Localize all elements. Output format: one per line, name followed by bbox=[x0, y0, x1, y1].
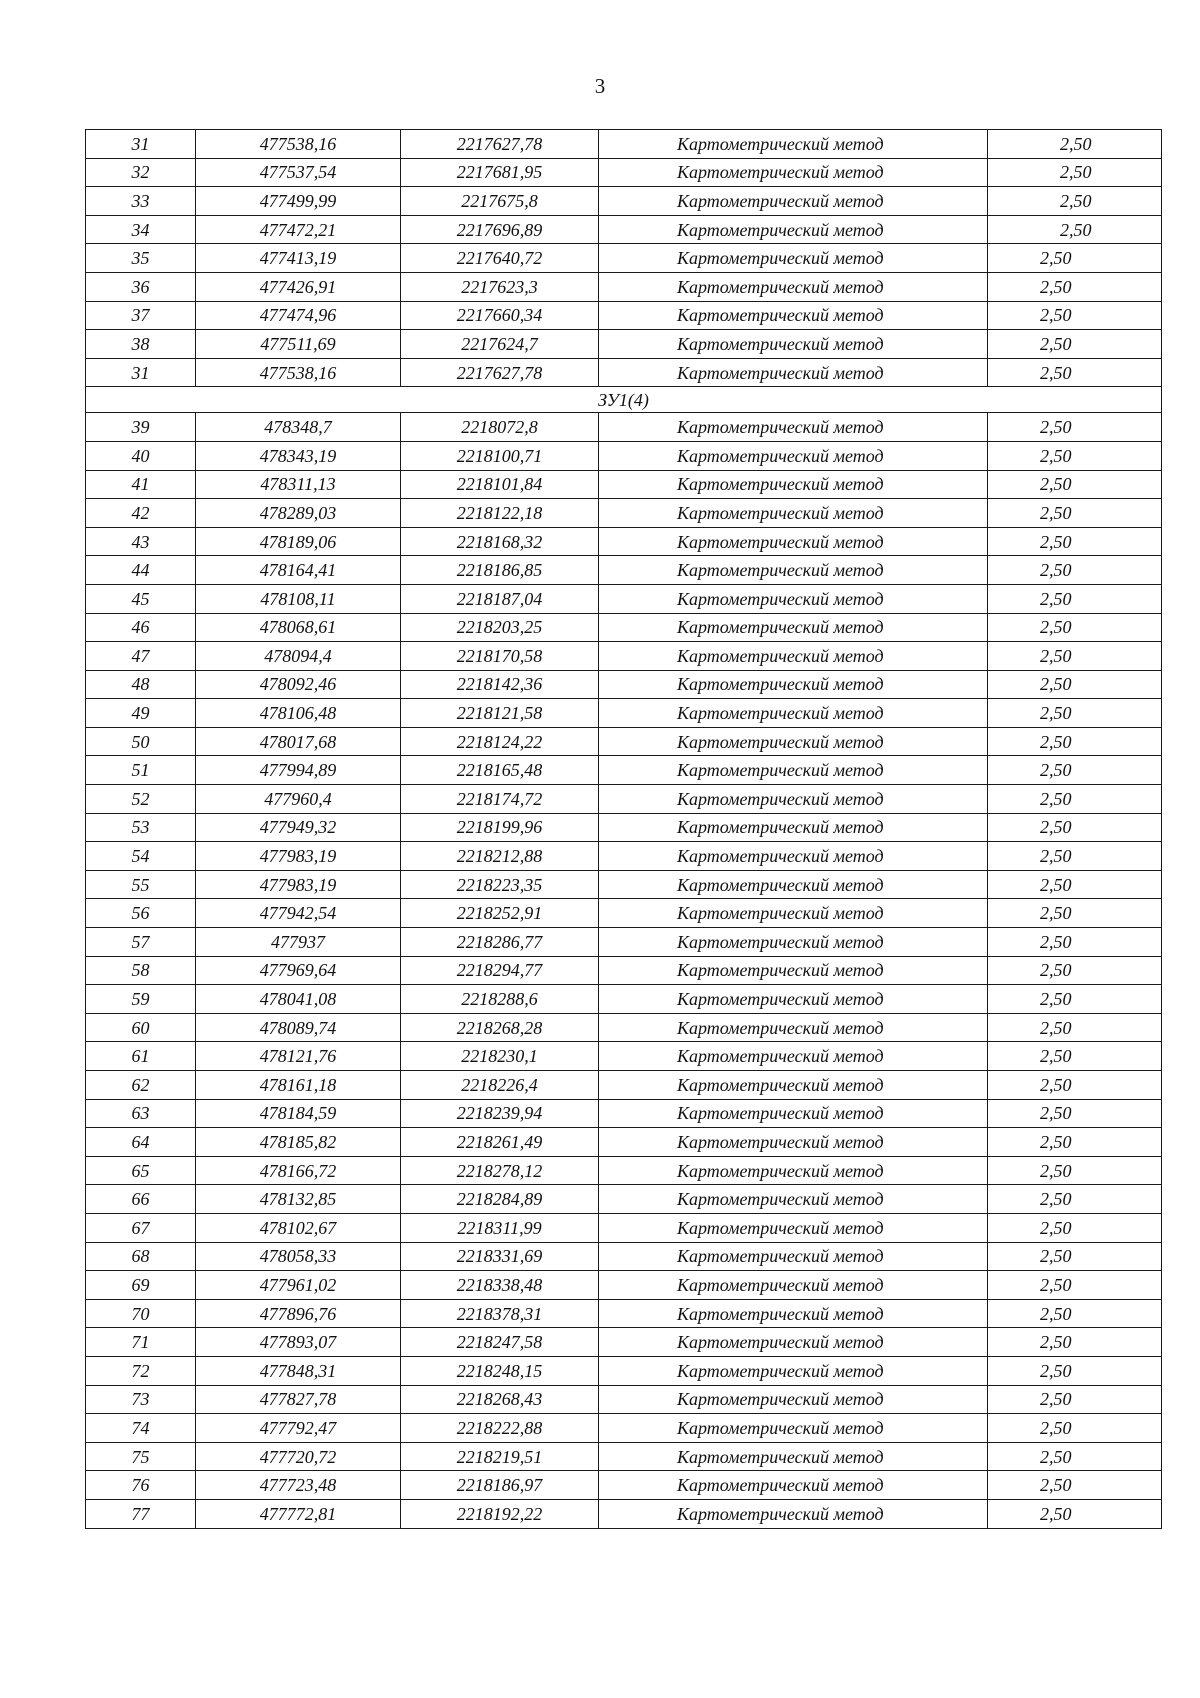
method-cell: Картометрический метод bbox=[599, 1414, 988, 1443]
point-number-cell: 64 bbox=[86, 1128, 196, 1157]
accuracy-cell: 2,50 bbox=[988, 1213, 1162, 1242]
method-cell: Картометрический метод bbox=[599, 244, 988, 273]
table-row bbox=[86, 187, 1162, 216]
point-number-cell: 63 bbox=[86, 1099, 196, 1128]
x-coordinate-cell: 478132,85 bbox=[196, 1185, 401, 1214]
accuracy-cell: 2,50 bbox=[988, 244, 1162, 273]
point-number-cell: 74 bbox=[86, 1414, 196, 1443]
y-coordinate-cell: 2218239,94 bbox=[401, 1099, 599, 1128]
accuracy-cell: 2,50 bbox=[988, 1185, 1162, 1214]
method-cell: Картометрический метод bbox=[599, 441, 988, 470]
coordinates-table bbox=[85, 129, 1162, 1529]
x-coordinate-cell: 477983,19 bbox=[196, 870, 401, 899]
x-coordinate-cell: 478068,61 bbox=[196, 613, 401, 642]
x-coordinate-cell: 478311,13 bbox=[196, 470, 401, 499]
accuracy-cell: 2,50 bbox=[988, 1442, 1162, 1471]
y-coordinate-cell: 2218294,77 bbox=[401, 956, 599, 985]
table-row bbox=[86, 613, 1162, 642]
method-cell: Картометрический метод bbox=[599, 1128, 988, 1157]
point-number-cell: 39 bbox=[86, 413, 196, 442]
y-coordinate-cell: 2217623,3 bbox=[401, 272, 599, 301]
x-coordinate-cell: 477792,47 bbox=[196, 1414, 401, 1443]
table-row bbox=[86, 985, 1162, 1014]
point-number-cell: 72 bbox=[86, 1356, 196, 1385]
table-row bbox=[86, 842, 1162, 871]
accuracy-cell: 2,50 bbox=[988, 1271, 1162, 1300]
point-number-cell: 43 bbox=[86, 527, 196, 556]
table-row bbox=[86, 756, 1162, 785]
table-row bbox=[86, 1414, 1162, 1443]
accuracy-cell: 2,50 bbox=[988, 642, 1162, 671]
x-coordinate-cell: 478164,41 bbox=[196, 556, 401, 585]
accuracy-cell: 2,50 bbox=[988, 1385, 1162, 1414]
accuracy-cell: 2,50 bbox=[988, 756, 1162, 785]
accuracy-cell: 2,50 bbox=[988, 1013, 1162, 1042]
point-number-cell: 31 bbox=[86, 130, 196, 159]
x-coordinate-cell: 477499,99 bbox=[196, 187, 401, 216]
accuracy-cell: 2,50 bbox=[988, 613, 1162, 642]
point-number-cell: 51 bbox=[86, 756, 196, 785]
method-cell: Картометрический метод bbox=[599, 1356, 988, 1385]
point-number-cell: 70 bbox=[86, 1299, 196, 1328]
method-cell: Картометрический метод bbox=[599, 1213, 988, 1242]
x-coordinate-cell: 477969,64 bbox=[196, 956, 401, 985]
method-cell: Картометрический метод bbox=[599, 727, 988, 756]
point-number-cell: 66 bbox=[86, 1185, 196, 1214]
y-coordinate-cell: 2218186,85 bbox=[401, 556, 599, 585]
y-coordinate-cell: 2218278,12 bbox=[401, 1156, 599, 1185]
x-coordinate-cell: 477961,02 bbox=[196, 1271, 401, 1300]
x-coordinate-cell: 478121,76 bbox=[196, 1042, 401, 1071]
y-coordinate-cell: 2218168,32 bbox=[401, 527, 599, 556]
table-row bbox=[86, 785, 1162, 814]
y-coordinate-cell: 2218122,18 bbox=[401, 499, 599, 528]
x-coordinate-cell: 478161,18 bbox=[196, 1071, 401, 1100]
accuracy-cell: 2,50 bbox=[988, 699, 1162, 728]
table-row bbox=[86, 956, 1162, 985]
accuracy-cell: 2,50 bbox=[988, 1499, 1162, 1528]
point-number-cell: 56 bbox=[86, 899, 196, 928]
x-coordinate-cell: 478017,68 bbox=[196, 727, 401, 756]
point-number-cell: 58 bbox=[86, 956, 196, 985]
method-cell: Картометрический метод bbox=[599, 584, 988, 613]
method-cell: Картометрический метод bbox=[599, 358, 988, 387]
page-number: 3 bbox=[594, 74, 606, 98]
point-number-cell: 54 bbox=[86, 842, 196, 871]
point-number-cell: 31 bbox=[86, 358, 196, 387]
table-row bbox=[86, 527, 1162, 556]
table-row bbox=[86, 441, 1162, 470]
x-coordinate-cell: 478041,08 bbox=[196, 985, 401, 1014]
x-coordinate-cell: 477937 bbox=[196, 928, 401, 957]
y-coordinate-cell: 2218186,97 bbox=[401, 1471, 599, 1500]
method-cell: Картометрический метод bbox=[599, 842, 988, 871]
x-coordinate-cell: 478348,7 bbox=[196, 413, 401, 442]
point-number-cell: 42 bbox=[86, 499, 196, 528]
accuracy-cell: 2,50 bbox=[988, 499, 1162, 528]
table-row bbox=[86, 470, 1162, 499]
point-number-cell: 40 bbox=[86, 441, 196, 470]
method-cell: Картометрический метод bbox=[599, 699, 988, 728]
method-cell: Картометрический метод bbox=[599, 330, 988, 359]
accuracy-cell: 2,50 bbox=[988, 928, 1162, 957]
method-cell: Картометрический метод bbox=[599, 1013, 988, 1042]
x-coordinate-cell: 477942,54 bbox=[196, 899, 401, 928]
table-row bbox=[86, 130, 1162, 159]
y-coordinate-cell: 2217675,8 bbox=[401, 187, 599, 216]
point-number-cell: 71 bbox=[86, 1328, 196, 1357]
y-coordinate-cell: 2218124,22 bbox=[401, 727, 599, 756]
point-number-cell: 46 bbox=[86, 613, 196, 642]
table-row bbox=[86, 158, 1162, 187]
y-coordinate-cell: 2218072,8 bbox=[401, 413, 599, 442]
x-coordinate-cell: 478189,06 bbox=[196, 527, 401, 556]
method-cell: Картометрический метод bbox=[599, 1071, 988, 1100]
y-coordinate-cell: 2218261,49 bbox=[401, 1128, 599, 1157]
point-number-cell: 34 bbox=[86, 215, 196, 244]
accuracy-cell: 2,50 bbox=[988, 527, 1162, 556]
table-row bbox=[86, 1128, 1162, 1157]
coordinates-table-body bbox=[86, 130, 1162, 1529]
method-cell: Картометрический метод bbox=[599, 985, 988, 1014]
table-row bbox=[86, 1013, 1162, 1042]
y-coordinate-cell: 2218268,43 bbox=[401, 1385, 599, 1414]
table-row bbox=[86, 1356, 1162, 1385]
accuracy-cell: 2,50 bbox=[988, 956, 1162, 985]
accuracy-cell: 2,50 bbox=[988, 670, 1162, 699]
x-coordinate-cell: 478343,19 bbox=[196, 441, 401, 470]
method-cell: Картометрический метод bbox=[599, 556, 988, 585]
table-row bbox=[86, 1071, 1162, 1100]
x-coordinate-cell: 477723,48 bbox=[196, 1471, 401, 1500]
point-number-cell: 36 bbox=[86, 272, 196, 301]
y-coordinate-cell: 2217627,78 bbox=[401, 358, 599, 387]
accuracy-cell: 2,50 bbox=[988, 1299, 1162, 1328]
y-coordinate-cell: 2217624,7 bbox=[401, 330, 599, 359]
point-number-cell: 68 bbox=[86, 1242, 196, 1271]
y-coordinate-cell: 2217660,34 bbox=[401, 301, 599, 330]
method-cell: Картометрический метод bbox=[599, 130, 988, 159]
accuracy-cell: 2,50 bbox=[988, 785, 1162, 814]
accuracy-cell: 2,50 bbox=[988, 985, 1162, 1014]
table-row bbox=[86, 272, 1162, 301]
method-cell: Картометрический метод bbox=[599, 956, 988, 985]
accuracy-cell: 2,50 bbox=[988, 1356, 1162, 1385]
x-coordinate-cell: 477983,19 bbox=[196, 842, 401, 871]
x-coordinate-cell: 477896,76 bbox=[196, 1299, 401, 1328]
accuracy-cell: 2,50 bbox=[988, 187, 1162, 216]
section-label: ЗУ1(4) bbox=[86, 387, 1162, 413]
table-row bbox=[86, 727, 1162, 756]
y-coordinate-cell: 2217681,95 bbox=[401, 158, 599, 187]
method-cell: Картометрический метод bbox=[599, 1042, 988, 1071]
method-cell: Картометрический метод bbox=[599, 899, 988, 928]
method-cell: Картометрический метод bbox=[599, 1271, 988, 1300]
method-cell: Картометрический метод bbox=[599, 613, 988, 642]
method-cell: Картометрический метод bbox=[599, 642, 988, 671]
section-row bbox=[86, 387, 1162, 413]
method-cell: Картометрический метод bbox=[599, 928, 988, 957]
y-coordinate-cell: 2218248,15 bbox=[401, 1356, 599, 1385]
accuracy-cell: 2,50 bbox=[988, 727, 1162, 756]
table-row bbox=[86, 1385, 1162, 1414]
y-coordinate-cell: 2218219,51 bbox=[401, 1442, 599, 1471]
table-row bbox=[86, 1271, 1162, 1300]
x-coordinate-cell: 477472,21 bbox=[196, 215, 401, 244]
table-row bbox=[86, 699, 1162, 728]
point-number-cell: 35 bbox=[86, 244, 196, 273]
x-coordinate-cell: 478058,33 bbox=[196, 1242, 401, 1271]
x-coordinate-cell: 478106,48 bbox=[196, 699, 401, 728]
accuracy-cell: 2,50 bbox=[988, 130, 1162, 159]
x-coordinate-cell: 478102,67 bbox=[196, 1213, 401, 1242]
y-coordinate-cell: 2218192,22 bbox=[401, 1499, 599, 1528]
method-cell: Картометрический метод bbox=[599, 1299, 988, 1328]
method-cell: Картометрический метод bbox=[599, 301, 988, 330]
point-number-cell: 45 bbox=[86, 584, 196, 613]
y-coordinate-cell: 2218331,69 bbox=[401, 1242, 599, 1271]
y-coordinate-cell: 2218212,88 bbox=[401, 842, 599, 871]
point-number-cell: 65 bbox=[86, 1156, 196, 1185]
table-row bbox=[86, 928, 1162, 957]
y-coordinate-cell: 2218170,58 bbox=[401, 642, 599, 671]
accuracy-cell: 2,50 bbox=[988, 899, 1162, 928]
x-coordinate-cell: 478108,11 bbox=[196, 584, 401, 613]
method-cell: Картометрический метод bbox=[599, 870, 988, 899]
y-coordinate-cell: 2218187,04 bbox=[401, 584, 599, 613]
y-coordinate-cell: 2218121,58 bbox=[401, 699, 599, 728]
y-coordinate-cell: 2218142,36 bbox=[401, 670, 599, 699]
table-row bbox=[86, 244, 1162, 273]
accuracy-cell: 2,50 bbox=[988, 215, 1162, 244]
method-cell: Картометрический метод bbox=[599, 756, 988, 785]
y-coordinate-cell: 2217696,89 bbox=[401, 215, 599, 244]
point-number-cell: 67 bbox=[86, 1213, 196, 1242]
method-cell: Картометрический метод bbox=[599, 1499, 988, 1528]
method-cell: Картометрический метод bbox=[599, 813, 988, 842]
x-coordinate-cell: 477960,4 bbox=[196, 785, 401, 814]
accuracy-cell: 2,50 bbox=[988, 842, 1162, 871]
y-coordinate-cell: 2218203,25 bbox=[401, 613, 599, 642]
table-row bbox=[86, 330, 1162, 359]
x-coordinate-cell: 478184,59 bbox=[196, 1099, 401, 1128]
method-cell: Картометрический метод bbox=[599, 1471, 988, 1500]
point-number-cell: 69 bbox=[86, 1271, 196, 1300]
accuracy-cell: 2,50 bbox=[988, 1042, 1162, 1071]
point-number-cell: 52 bbox=[86, 785, 196, 814]
accuracy-cell: 2,50 bbox=[988, 1128, 1162, 1157]
accuracy-cell: 2,50 bbox=[988, 1328, 1162, 1357]
method-cell: Картометрический метод bbox=[599, 187, 988, 216]
method-cell: Картометрический метод bbox=[599, 215, 988, 244]
method-cell: Картометрический метод bbox=[599, 527, 988, 556]
x-coordinate-cell: 477994,89 bbox=[196, 756, 401, 785]
table-row bbox=[86, 1299, 1162, 1328]
point-number-cell: 73 bbox=[86, 1385, 196, 1414]
accuracy-cell: 2,50 bbox=[988, 813, 1162, 842]
y-coordinate-cell: 2218288,6 bbox=[401, 985, 599, 1014]
y-coordinate-cell: 2218268,28 bbox=[401, 1013, 599, 1042]
table-row bbox=[86, 670, 1162, 699]
x-coordinate-cell: 477772,81 bbox=[196, 1499, 401, 1528]
table-row bbox=[86, 1471, 1162, 1500]
x-coordinate-cell: 478092,46 bbox=[196, 670, 401, 699]
y-coordinate-cell: 2218338,48 bbox=[401, 1271, 599, 1300]
x-coordinate-cell: 477848,31 bbox=[196, 1356, 401, 1385]
table-row bbox=[86, 1099, 1162, 1128]
x-coordinate-cell: 477538,16 bbox=[196, 358, 401, 387]
point-number-cell: 53 bbox=[86, 813, 196, 842]
y-coordinate-cell: 2218199,96 bbox=[401, 813, 599, 842]
accuracy-cell: 2,50 bbox=[988, 158, 1162, 187]
method-cell: Картометрический метод bbox=[599, 499, 988, 528]
x-coordinate-cell: 477827,78 bbox=[196, 1385, 401, 1414]
table-row bbox=[86, 215, 1162, 244]
accuracy-cell: 2,50 bbox=[988, 1471, 1162, 1500]
table-row bbox=[86, 813, 1162, 842]
accuracy-cell: 2,50 bbox=[988, 1242, 1162, 1271]
point-number-cell: 38 bbox=[86, 330, 196, 359]
y-coordinate-cell: 2217627,78 bbox=[401, 130, 599, 159]
y-coordinate-cell: 2218165,48 bbox=[401, 756, 599, 785]
method-cell: Картометрический метод bbox=[599, 1242, 988, 1271]
method-cell: Картометрический метод bbox=[599, 1099, 988, 1128]
method-cell: Картометрический метод bbox=[599, 158, 988, 187]
point-number-cell: 44 bbox=[86, 556, 196, 585]
accuracy-cell: 2,50 bbox=[988, 413, 1162, 442]
point-number-cell: 55 bbox=[86, 870, 196, 899]
method-cell: Картометрический метод bbox=[599, 413, 988, 442]
x-coordinate-cell: 477538,16 bbox=[196, 130, 401, 159]
y-coordinate-cell: 2218378,31 bbox=[401, 1299, 599, 1328]
table-row bbox=[86, 870, 1162, 899]
x-coordinate-cell: 477893,07 bbox=[196, 1328, 401, 1357]
x-coordinate-cell: 477413,19 bbox=[196, 244, 401, 273]
x-coordinate-cell: 477511,69 bbox=[196, 330, 401, 359]
point-number-cell: 59 bbox=[86, 985, 196, 1014]
table-row bbox=[86, 1213, 1162, 1242]
point-number-cell: 37 bbox=[86, 301, 196, 330]
table-row bbox=[86, 358, 1162, 387]
table-row bbox=[86, 556, 1162, 585]
x-coordinate-cell: 478166,72 bbox=[196, 1156, 401, 1185]
table-row bbox=[86, 1156, 1162, 1185]
point-number-cell: 41 bbox=[86, 470, 196, 499]
table-row bbox=[86, 899, 1162, 928]
accuracy-cell: 2,50 bbox=[988, 1071, 1162, 1100]
y-coordinate-cell: 2218284,89 bbox=[401, 1185, 599, 1214]
accuracy-cell: 2,50 bbox=[988, 584, 1162, 613]
method-cell: Картометрический метод bbox=[599, 470, 988, 499]
y-coordinate-cell: 2217640,72 bbox=[401, 244, 599, 273]
point-number-cell: 57 bbox=[86, 928, 196, 957]
x-coordinate-cell: 477474,96 bbox=[196, 301, 401, 330]
table-row bbox=[86, 642, 1162, 671]
y-coordinate-cell: 2218174,72 bbox=[401, 785, 599, 814]
table-row bbox=[86, 1499, 1162, 1528]
accuracy-cell: 2,50 bbox=[988, 556, 1162, 585]
point-number-cell: 32 bbox=[86, 158, 196, 187]
y-coordinate-cell: 2218311,99 bbox=[401, 1213, 599, 1242]
method-cell: Картометрический метод bbox=[599, 670, 988, 699]
table-row bbox=[86, 301, 1162, 330]
point-number-cell: 75 bbox=[86, 1442, 196, 1471]
accuracy-cell: 2,50 bbox=[988, 330, 1162, 359]
x-coordinate-cell: 477426,91 bbox=[196, 272, 401, 301]
method-cell: Картометрический метод bbox=[599, 1185, 988, 1214]
x-coordinate-cell: 478089,74 bbox=[196, 1013, 401, 1042]
accuracy-cell: 2,50 bbox=[988, 441, 1162, 470]
table-row bbox=[86, 1442, 1162, 1471]
accuracy-cell: 2,50 bbox=[988, 870, 1162, 899]
y-coordinate-cell: 2218222,88 bbox=[401, 1414, 599, 1443]
accuracy-cell: 2,50 bbox=[988, 301, 1162, 330]
y-coordinate-cell: 2218223,35 bbox=[401, 870, 599, 899]
accuracy-cell: 2,50 bbox=[988, 1156, 1162, 1185]
point-number-cell: 48 bbox=[86, 670, 196, 699]
y-coordinate-cell: 2218100,71 bbox=[401, 441, 599, 470]
point-number-cell: 50 bbox=[86, 727, 196, 756]
x-coordinate-cell: 478289,03 bbox=[196, 499, 401, 528]
point-number-cell: 33 bbox=[86, 187, 196, 216]
method-cell: Картометрический метод bbox=[599, 1442, 988, 1471]
method-cell: Картометрический метод bbox=[599, 1328, 988, 1357]
accuracy-cell: 2,50 bbox=[988, 272, 1162, 301]
y-coordinate-cell: 2218230,1 bbox=[401, 1042, 599, 1071]
method-cell: Картометрический метод bbox=[599, 1385, 988, 1414]
table-row bbox=[86, 1242, 1162, 1271]
x-coordinate-cell: 478094,4 bbox=[196, 642, 401, 671]
y-coordinate-cell: 2218101,84 bbox=[401, 470, 599, 499]
point-number-cell: 47 bbox=[86, 642, 196, 671]
point-number-cell: 62 bbox=[86, 1071, 196, 1100]
x-coordinate-cell: 477949,32 bbox=[196, 813, 401, 842]
point-number-cell: 77 bbox=[86, 1499, 196, 1528]
table-row bbox=[86, 1042, 1162, 1071]
table-row bbox=[86, 413, 1162, 442]
accuracy-cell: 2,50 bbox=[988, 358, 1162, 387]
table-row bbox=[86, 1185, 1162, 1214]
point-number-cell: 76 bbox=[86, 1471, 196, 1500]
x-coordinate-cell: 477720,72 bbox=[196, 1442, 401, 1471]
y-coordinate-cell: 2218247,58 bbox=[401, 1328, 599, 1357]
y-coordinate-cell: 2218252,91 bbox=[401, 899, 599, 928]
point-number-cell: 61 bbox=[86, 1042, 196, 1071]
accuracy-cell: 2,50 bbox=[988, 1414, 1162, 1443]
point-number-cell: 49 bbox=[86, 699, 196, 728]
accuracy-cell: 2,50 bbox=[988, 1099, 1162, 1128]
accuracy-cell: 2,50 bbox=[988, 470, 1162, 499]
table-row bbox=[86, 499, 1162, 528]
point-number-cell: 60 bbox=[86, 1013, 196, 1042]
method-cell: Картометрический метод bbox=[599, 1156, 988, 1185]
table-row bbox=[86, 1328, 1162, 1357]
method-cell: Картометрический метод bbox=[599, 272, 988, 301]
y-coordinate-cell: 2218226,4 bbox=[401, 1071, 599, 1100]
y-coordinate-cell: 2218286,77 bbox=[401, 928, 599, 957]
x-coordinate-cell: 478185,82 bbox=[196, 1128, 401, 1157]
table-row bbox=[86, 584, 1162, 613]
method-cell: Картометрический метод bbox=[599, 785, 988, 814]
x-coordinate-cell: 477537,54 bbox=[196, 158, 401, 187]
